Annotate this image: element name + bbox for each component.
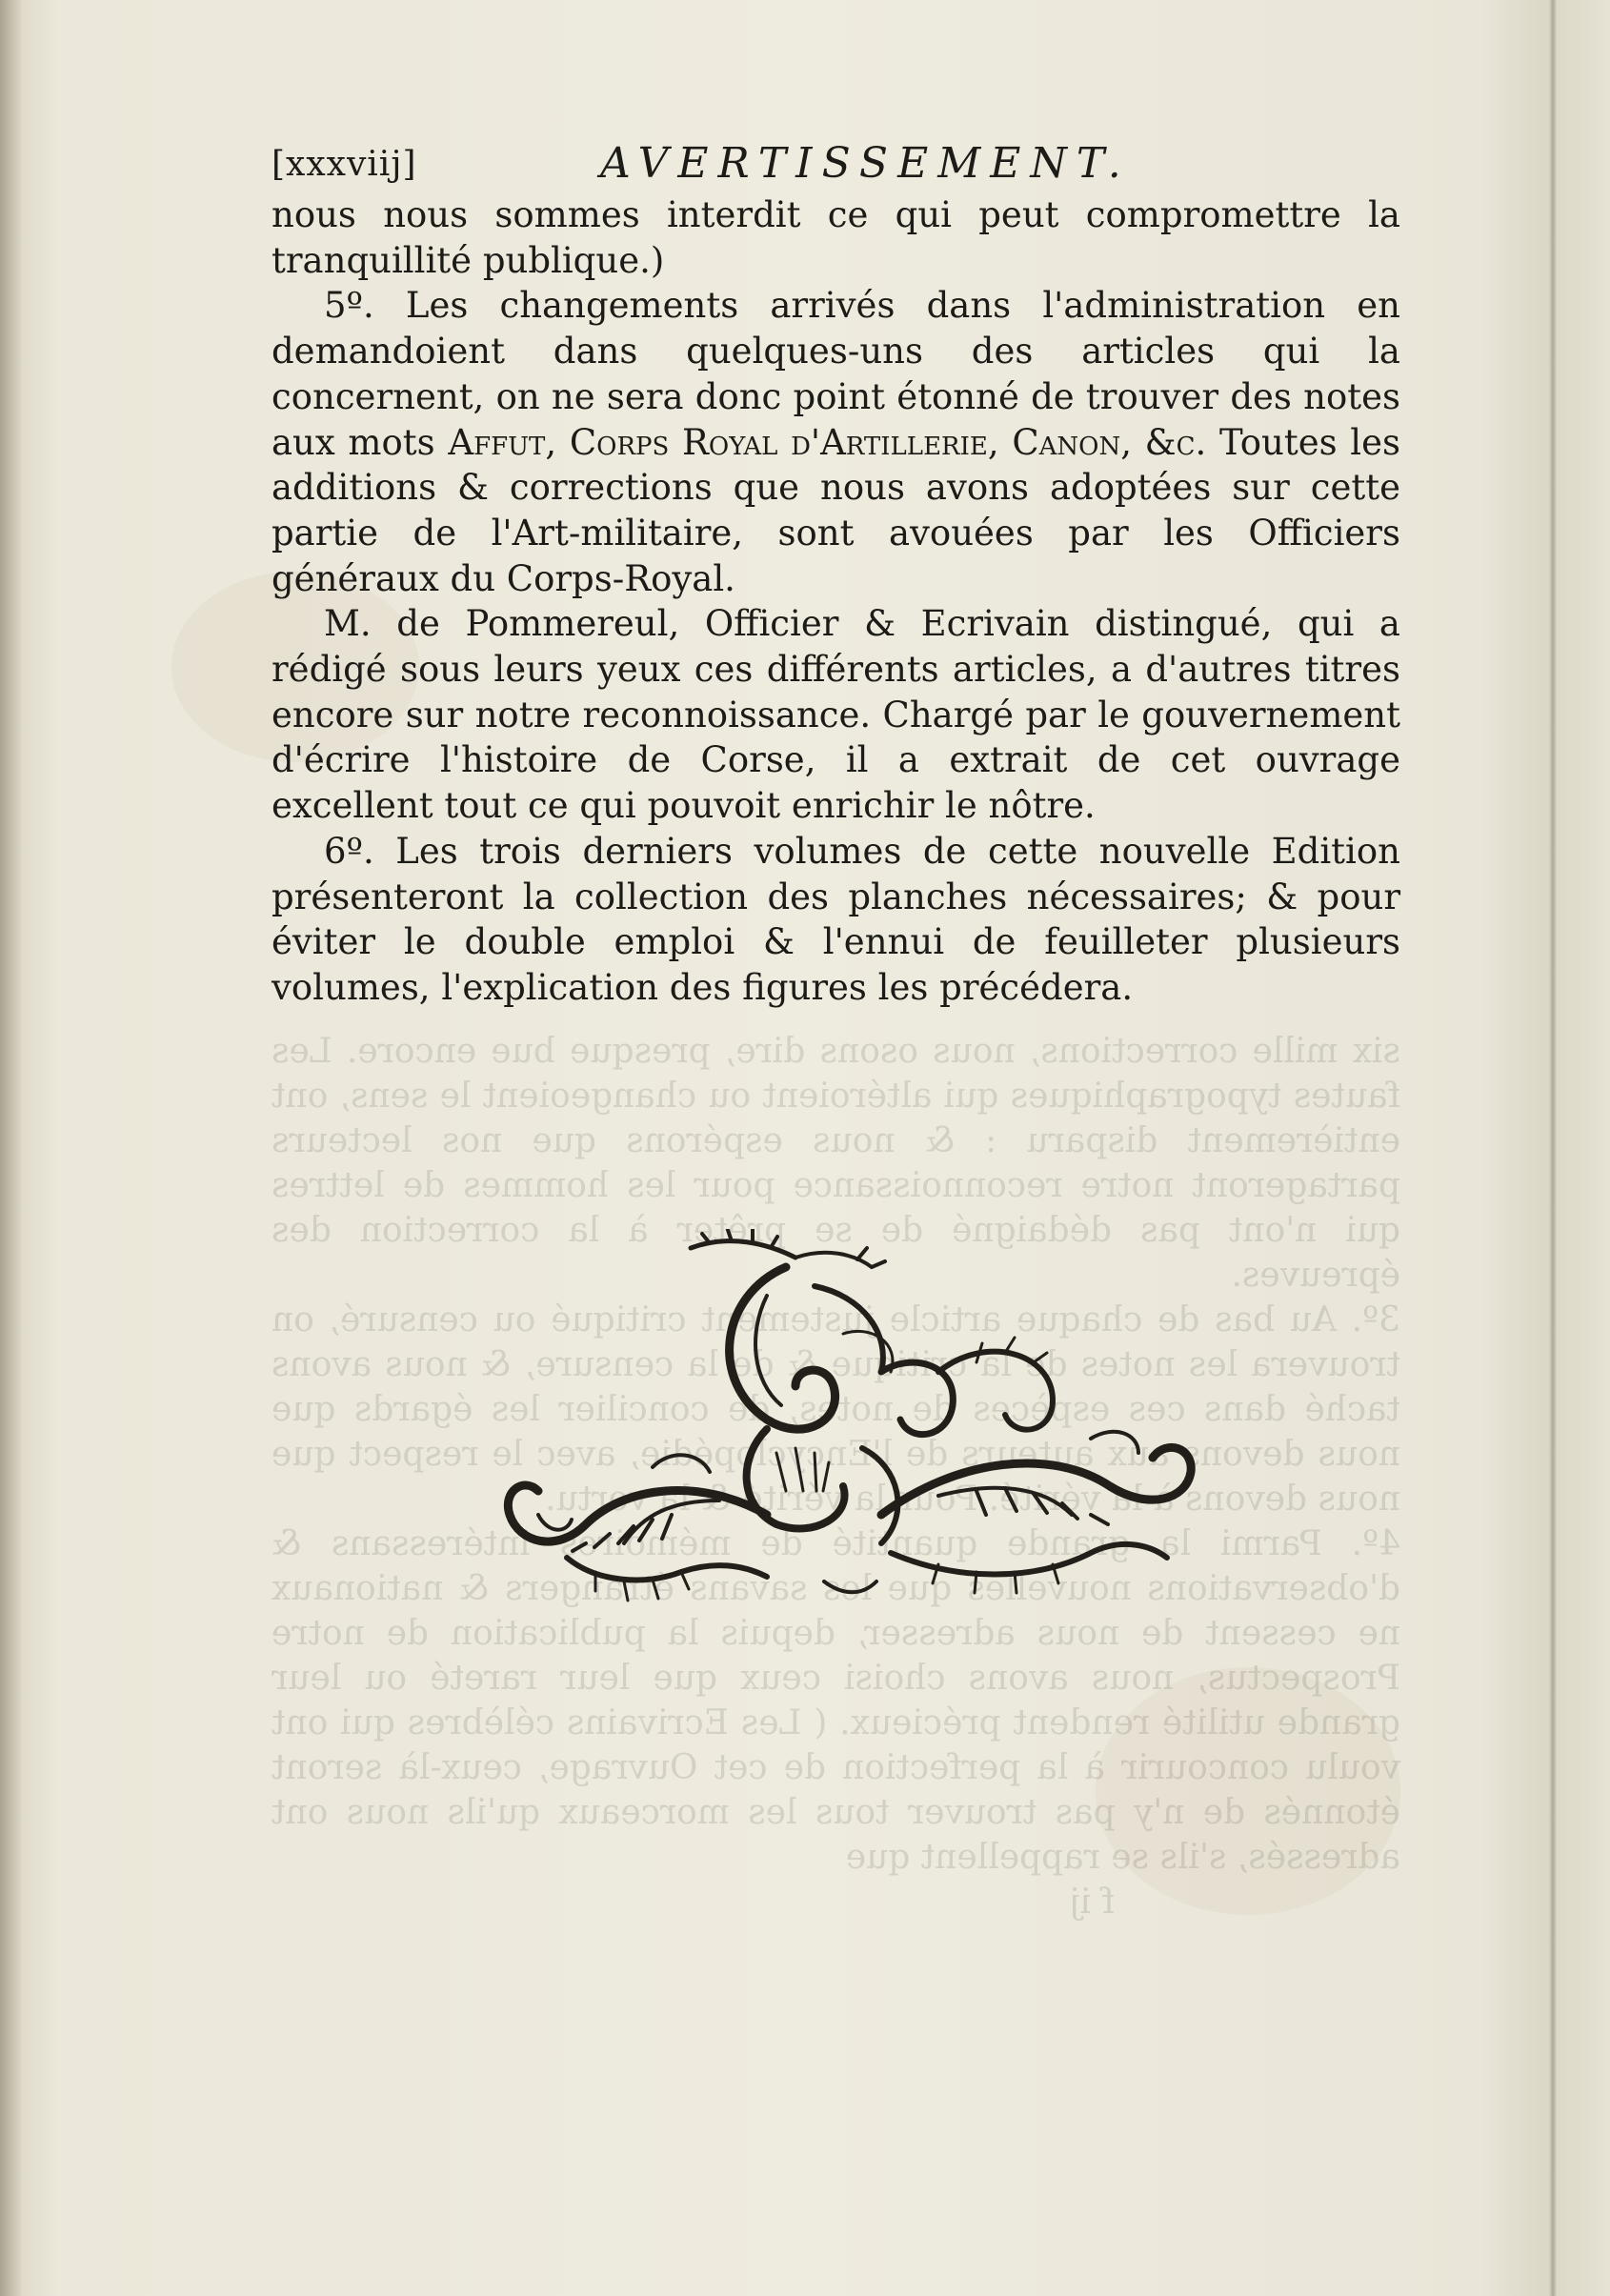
page-right-edge <box>1557 0 1610 2296</box>
page-left-edge <box>0 0 21 2296</box>
paragraph-continuation: nous nous sommes interdit ce qui peut compromettre la tranquillité publique.) <box>272 194 1400 281</box>
ornament-vignette <box>481 1229 1215 1610</box>
paragraph-item-5-continuation: Toutes les additions & corrections que nous avons adoptées sur cette partie de l'Art-militaire, sont avouées par les Officiers généraux du Corps-Royal. <box>272 421 1400 599</box>
bleed-paragraph: six mille corrections, nous osons dire, presque bue encore. Les fautes typographiques qui altéroient ou changeoient le sens, ont entièrement disparu : & nous espérons que nos lecteurs partageront notre reconnoissance pour les hommes de lettres qui n'ont pas dédaigné de se prêter à la correction des épreuves. <box>272 1032 1400 1295</box>
bleed-signature: f ij <box>1069 1883 1115 1922</box>
bleed-paragraph: 4º. Parmi la grande quantité de mémoires intéressans & d'observations nouvelles que les savans étrangers & nationaux ne cessent de nous adresser, depuis la publication de notre Prospectus, nous avons choisi ceux que leur rareté ou leur grande utilité rendent précieux. ( Les Ecrivains célèbres qui ont voulu concourir à la perfection de cet Ouvrage, ceux-là seront étonnés de n'y pas trouver tous les morceaux qu'ils nous ont adressés, s'ils se rappellent que <box>272 1524 1400 1877</box>
page-fold-shadow <box>1549 0 1557 2296</box>
bleed-paragraph: 3º. Au bas de chaque article justement critiqué ou censuré, on trouvera les notes de la critique & de la censure, & nous avons taché dans ces espèces de notes, de concilier les égards que nous devons aux auteurs de l'Encyclopédie, avec le respect que nous devons à la vérité. Pour la vérité & la vertu. <box>272 1300 1400 1519</box>
paragraph-item-5 <box>272 283 1400 601</box>
paragraph-item-5-text: 5º. Les changements arrivés dans l'administration en demandoient dans quelques-uns des articles qui la concernent, on ne sera donc point étonné de trouver des notes aux mots <box>272 285 1400 463</box>
running-title: AVERTISSEMENT. <box>600 139 1131 188</box>
paragraph-pommereul: M. de Pommereul, Officier & Ecrivain distingué, qui a rédigé sous leurs yeux ces différents articles, a d'autres titres encore sur notre reconnoissance. Chargé par le gouvernement d'écrire l'histoire de Corse, il a extrait de cet ouvrage excellent tout ce qui pouvoit enrichir le nôtre. <box>272 603 1400 827</box>
body-text <box>272 192 1400 1011</box>
page-number: [xxxviij] <box>272 145 417 184</box>
artillery-terms: Affut, Corps Royal d'Artillerie, Canon, &c. <box>448 421 1207 463</box>
paragraph-item-6: 6º. Les trois derniers volumes de cette nouvelle Edition présenteront la collection des planches nécessaires; & pour éviter le double emploi & l'ennui de feuilleter plusieurs volumes, l'explication des figures les précédera. <box>272 830 1400 1008</box>
